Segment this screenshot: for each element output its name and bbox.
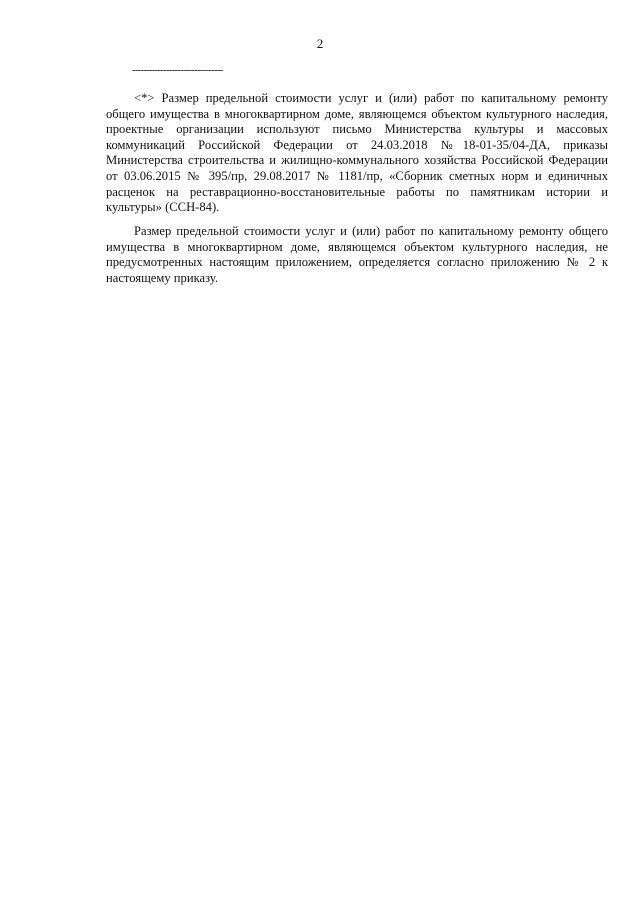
footnote-text: <*> Размер предельной стоимости услуг и (или) работ по капитальному ремонту общего имущества в многоквартирном доме, являющемся объектом культурного наследия, проектные организации используют письмо Министерства культуры и массовых коммуникаций Российской Федерации от 24.03.2018 №18-01-35/04-ДА, приказы Министерства строительства и жилищно-коммунального хозяйства Российской Федерации от 03.06.2015 № 395/пр, 29.08.2017 № 1181/пр, «Сборник сметных норм и единичных расценок на реставрационно-восстановительные работы по памятникам истории и культуры» (ССН-84).: [106, 91, 608, 215]
page-number: 2: [316, 36, 324, 51]
body-paragraph: Размер предельной стоимости услуг и (или) работ по капитальному ремонту общего имущества в многоквартирном доме, являющемся объектом культурного наследия, не предусмотренных настоящим приложением, определяется согласно приложению № 2 к настоящему приказу.: [106, 224, 608, 285]
footnote-separator: --------------------------------: [132, 65, 223, 76]
